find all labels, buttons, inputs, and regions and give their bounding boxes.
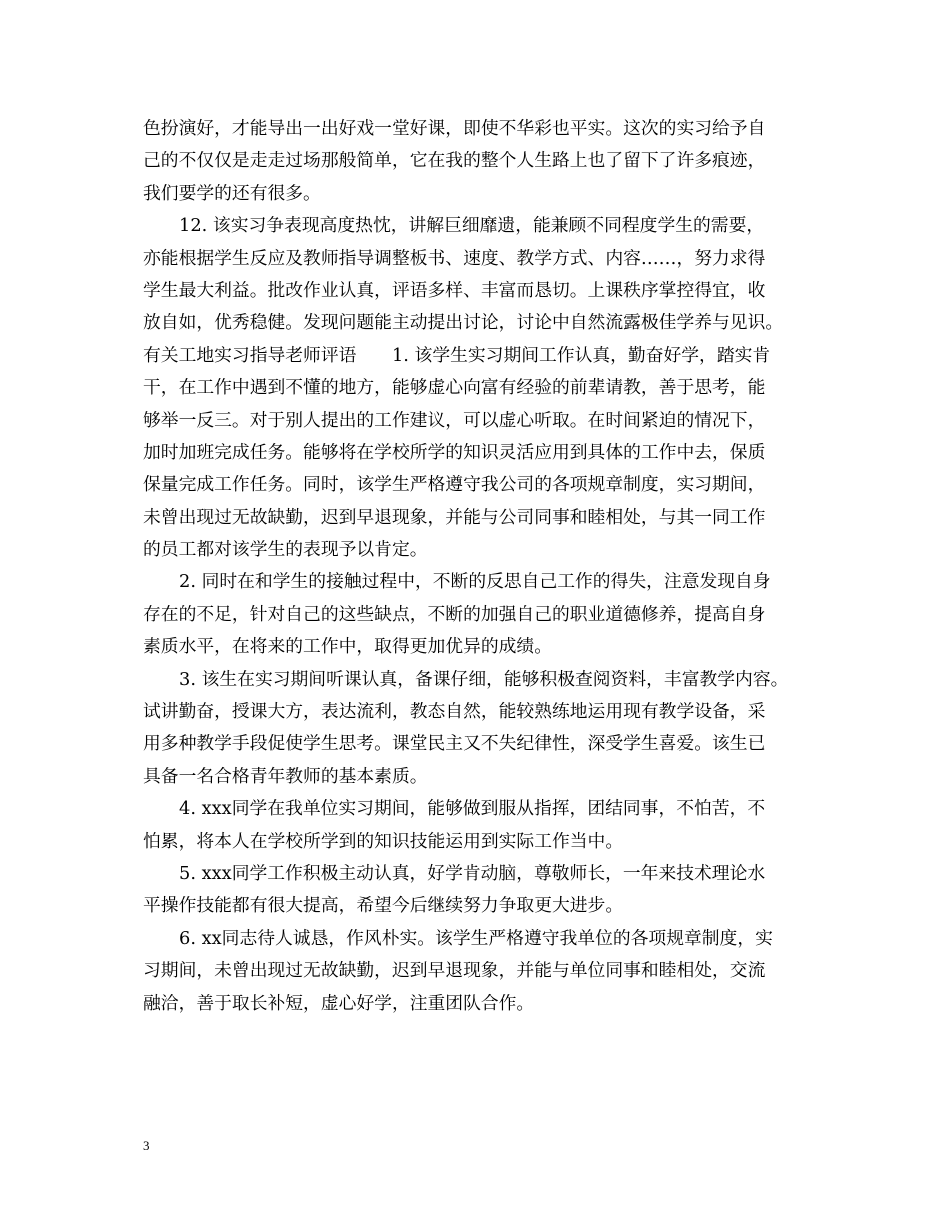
text-line: 学生最大利益。批改作业认真，评语多样、丰富而恳切。上课秩序掌控得宜，收 — [143, 279, 766, 301]
paragraph-start-line: 6. xx同志待人诚恳，作风朴实。该学生严格遵守我单位的各项规章制度，实 — [179, 927, 773, 949]
text-line: 色扮演好，才能导出一出好戏一堂好课，即使不华彩也平实。这次的实习给予自 — [143, 118, 766, 139]
text-line: 习期间，未曾出现过无故缺勤，迟到早退现象，并能与单位同事和睦相处，交流 — [143, 960, 766, 982]
text-line: 未曾出现过无故缺勤，迟到早退现象，并能与公司同事和睦相处，与其一同工作 — [143, 506, 766, 528]
text-line: 加时加班完成任务。能够将在学校所学的知识灵活应用到具体的工作中去，保质 — [143, 441, 766, 463]
section-heading-line: 有关工地实习指导老师评语 1. 该学生实习期间工作认真，勤奋好学，踏实肯 — [143, 344, 771, 366]
paragraph-start-line: 2. 同时在和学生的接触过程中，不断的反思自己工作的得失，注意发现自身 — [179, 571, 771, 593]
page-number: 3 — [143, 1138, 150, 1153]
paragraph-start-line: 5. xxx同学工作积极主动认真，好学肯动脑，尊敬师长，一年来技术理论水 — [179, 862, 766, 884]
text-line: 放自如，优秀稳健。发现问题能主动提出讨论，讨论中自然流露极佳学养与见识。 — [143, 312, 784, 334]
text-line: 保量完成工作任务。同时，该学生严格遵守我公司的各项规章制度，实习期间， — [143, 474, 766, 496]
text-line: 融洽，善于取长补短，虚心好学，注重团队合作。 — [143, 992, 535, 1014]
paragraph-start-line: 12. 该实习争表现高度热忱，讲解巨细靡遗，能兼顾不同程度学生的需要， — [179, 215, 765, 237]
text-line: 试讲勤奋，授课大方，表达流利，教态自然，能较熟练地运用现有教学设备，采 — [143, 701, 766, 723]
text-line: 怕累，将本人在学校所学到的知识技能运用到实际工作当中。 — [143, 830, 624, 852]
text-line: 我们要学的还有很多。 — [143, 182, 321, 204]
text-line: 具备一名合格青年教师的基本素质。 — [143, 765, 428, 787]
paragraph-start-line: 3. 该生在实习期间听课认真，备课仔细，能够积极查阅资料，丰富教学内容。 — [179, 668, 789, 690]
text-line: 用多种教学手段促使学生思考。课堂民主又不失纪律性，深受学生喜爱。该生已 — [143, 733, 766, 755]
text-line: 够举一反三。对于别人提出的工作建议，可以虚心听取。在时间紧迫的情况下， — [143, 409, 766, 431]
text-line: 存在的不足，针对自己的这些缺点，不断的加强自己的职业道德修养，提高自身 — [143, 603, 766, 625]
text-line: 己的不仅仅是走走过场那般简单，它在我的整个人生路上也了留下了许多痕迹， — [143, 150, 766, 172]
paragraph-start-line: 4. xxx同学在我单位实习期间，能够做到服从指挥，团结同事，不怕苦，不 — [179, 798, 766, 820]
text-line: 干，在工作中遇到不懂的地方，能够虚心向富有经验的前辈请教，善于思考，能 — [143, 377, 766, 399]
text-line: 亦能根据学生反应及教师指导调整板书、速度、教学方式、内容……，努力求得 — [143, 247, 766, 269]
text-line: 的员工都对该学生的表现予以肯定。 — [143, 539, 428, 561]
text-line: 素质水平，在将来的工作中，取得更加优异的成绩。 — [143, 636, 552, 658]
text-line: 平操作技能都有很大提高，希望今后继续努力争取更大进步。 — [143, 895, 624, 917]
document-body — [143, 113, 808, 1020]
